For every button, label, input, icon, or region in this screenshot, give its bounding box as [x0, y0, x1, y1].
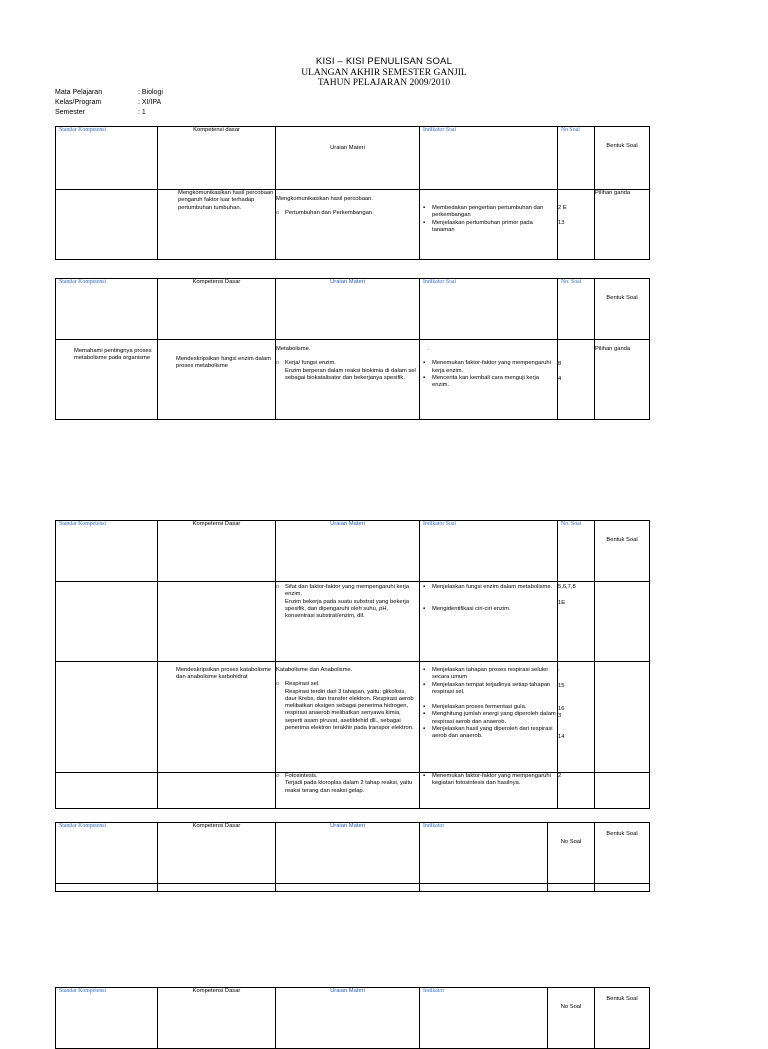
- header-no-soal: No. Soal: [558, 521, 595, 582]
- header-indikator: Indikator: [420, 988, 548, 1049]
- um-sub-text: Enzim bekerja pada suatu substrat yang bekerja spesifik, dan dipengaruhi oleh suhu, pH, konsentrasi substrat/enzim, dll.: [285, 598, 410, 620]
- header-no-soal: No Soal: [558, 127, 595, 190]
- meta-label: Mata Pelajaran: [55, 89, 103, 96]
- meta-label: Semester: [55, 109, 85, 116]
- no-soal-value: 13: [558, 220, 565, 227]
- cell-sk: [56, 773, 158, 809]
- cell-bentuk: Pilihan ganda: [595, 190, 650, 260]
- header-kompetensi-dasar: Kompetensi Dasar: [158, 279, 276, 340]
- cell-sk: Memahami pentingnya proses metabolisme pada organisme: [56, 340, 158, 420]
- cell-um: [276, 773, 420, 809]
- cell-indikator: [420, 340, 558, 420]
- header-kompetensi-dasar: Kompetensi Dasar: [158, 823, 276, 884]
- kisi-table-4: [55, 822, 650, 892]
- indikator-item: ▪ Menjelaskan tahapan proses respirasi seluler secara umum: [432, 667, 557, 682]
- indikator-item: ▪ Membedakan pengertian pertumbuhan dan perkembangan: [432, 205, 557, 220]
- cell-empty: [56, 884, 158, 892]
- document-subtitle: ULANGAN AKHIR SEMESTER GANJIL: [301, 68, 467, 78]
- no-soal-value: 8: [558, 361, 562, 367]
- no-soal-value: 5,6,7,8: [558, 584, 576, 590]
- cell-bentuk: [595, 662, 650, 773]
- header-bentuk-soal: Bentuk Soal: [595, 279, 650, 340]
- um-main: Mengkomunikasikan hasil percobaan.: [276, 196, 373, 202]
- cell-no-soal: [558, 582, 595, 662]
- kisi-table-2: [55, 278, 650, 420]
- cell-indikator: [420, 662, 558, 773]
- no-soal-value: 3: [558, 712, 562, 719]
- header-standar-kompetensi: Standar Kompetensi: [56, 988, 158, 1049]
- header-uraian-materi: Uraian Materi: [276, 521, 420, 582]
- meta-value: : Biologi: [138, 89, 163, 96]
- header-standar-kompetensi: Standar Kompetensi: [56, 521, 158, 582]
- no-soal-value: 16: [558, 705, 565, 712]
- header-bentuk-soal: Bentuk Soal: [595, 521, 650, 582]
- cell-bentuk: Pilihan ganda: [595, 340, 650, 420]
- um-sub-title: o Fotosintesis.: [276, 773, 419, 780]
- cell-sk: [56, 662, 158, 773]
- header-no-soal: No Soal: [548, 988, 595, 1049]
- um-sub-title: o Respirasi sel.: [276, 681, 419, 688]
- no-soal-value: 2: [558, 773, 562, 779]
- cell-indikator: [420, 190, 558, 260]
- cell-um: [276, 582, 420, 662]
- header-uraian-materi: Uraian Materi: [276, 127, 420, 190]
- header-uraian-materi: Uraian Materi: [276, 988, 420, 1049]
- cell-kd: Mengkomunikasikan hasil percobaan pengaruh faktor luar terhadap pertumbuhan tumbuhan.: [158, 190, 276, 260]
- cell-empty: [158, 884, 276, 892]
- um-sub-title: o Sifat dan faktor-faktor yang mempengaruhi kerja enzim.: [276, 584, 419, 599]
- um-sub: o Pertumbuhan dan Perkembangan: [276, 210, 419, 217]
- indikator-item: ▪ Mencerita kan kembali cara menguji kerja enzim.: [432, 375, 557, 390]
- kisi-table-5: [55, 987, 650, 1049]
- cell-empty: [420, 884, 548, 892]
- indikator-item: ▪ Menjelaskan tempat terjadinya setiap tahapan respirasi sel.: [432, 682, 557, 697]
- document-year: TAHUN PELAJARAN 2009/2010: [317, 78, 451, 88]
- um-sub-text: Respirasi terdiri dari 3 tahapan, yaitu: glikolisis, daur Krebs, dan transfer elektron. Respirasi aerob melibatkan oksigen sebagai penerima hidrogen, respirasi anaerob melibatkan senyawa kimia, seperti asam piruvat, asetildehid dll., sebagai penerima elektron terakhir pada transpor elektron.: [285, 688, 414, 732]
- header-standar-kompetensi: Standar Kompetensi: [56, 823, 158, 884]
- cell-bentuk: [595, 582, 650, 662]
- header-bentuk-soal: Bentuk Soal: [595, 988, 650, 1049]
- header-uraian-materi: Uraian Materi: [276, 823, 420, 884]
- indikator-item: ▪ Mengidentifikasi ciri-ciri enzim.: [432, 606, 557, 613]
- header-indikator: Indikator: [420, 823, 548, 884]
- meta-label: Kelas/Program: [55, 99, 102, 106]
- meta-value: : XI/IPA: [138, 99, 162, 106]
- no-soal-value: 14: [558, 734, 565, 741]
- cell-no-soal: [558, 773, 595, 809]
- header-bentuk-soal: Bentuk Soal: [595, 823, 650, 884]
- cell-indikator: [420, 582, 558, 662]
- meta-info: [55, 88, 163, 118]
- cell-kd: Mendeskripsikan proses katabolisme dan anabolisme karbohidrat: [158, 662, 276, 773]
- header-indikator: Indikator Soal: [420, 521, 558, 582]
- kisi-table-3: [55, 520, 650, 809]
- cell-empty: [548, 884, 595, 892]
- um-sub-text: Enzim berperan dalam reaksi biokimia di dalam sel sebagai biokatalisator dan bekerjanya spesifik.: [285, 367, 416, 381]
- indikator-item: ▪ Menghitung jumlah energi yang diperoleh dalam respirasi aerob dan anaerob.: [432, 711, 557, 726]
- indikator-item: ▪ Menemukan faktor-faktor yang mempengaruhi kegiatan fotosintesis dan hasilnya.: [432, 773, 557, 788]
- indikator-item: ▪ Menjelaskan proses fermentasi gula.: [432, 704, 557, 711]
- cell-kd: [158, 582, 276, 662]
- header-no-soal: No. Soal: [558, 279, 595, 340]
- no-soal-value: 15: [558, 683, 565, 690]
- no-soal-value: 4: [558, 376, 562, 383]
- header-indikator: Indikator Soal: [420, 127, 558, 190]
- header-bentuk-soal: Bentuk Soal: [595, 127, 650, 190]
- cell-um: [276, 340, 420, 420]
- indikator-item: ▪ Menemukan faktor-faktor yang mempengaruhi kerja enzim.: [432, 360, 557, 375]
- cell-sk: [56, 582, 158, 662]
- no-soal-value: 1E: [558, 600, 566, 607]
- document-title: KISI – KISI PENULISAN SOAL: [315, 56, 453, 67]
- cell-no-soal: [558, 190, 595, 260]
- cell-bentuk: [595, 773, 650, 809]
- cell-no-soal: [558, 340, 595, 420]
- meta-value: : 1: [138, 109, 146, 116]
- header-standar-kompetensi: Standar Kompetensi: [56, 127, 158, 190]
- header-uraian-materi: Uraian Materi: [276, 279, 420, 340]
- cell-kd: [158, 773, 276, 809]
- no-soal-value: 2 E: [558, 205, 567, 211]
- indikator-item: ▪ Menjelaskan pertumbuhan primer pada tanaman: [432, 220, 557, 235]
- cell-um: [276, 662, 420, 773]
- cell-no-soal: [558, 662, 595, 773]
- um-sub-title: o Kerja/ fungsi enzim.: [276, 360, 419, 367]
- cell-empty: [276, 884, 420, 892]
- um-sub-text: Terjadi pada kloroplas dalam 2 tahap reaksi, yaitu reaksi terang dan reaksi gelap.: [285, 780, 413, 794]
- cell-kd: Mendeskripsikan fungsi enzim dalam proses metabolisme: [158, 340, 276, 420]
- cell-empty: [595, 884, 650, 892]
- cell-um: [276, 190, 420, 260]
- kisi-table-1: [55, 126, 650, 260]
- indikator-item: ▪ Menjelaskan fungsi enzim dalam metabolisme.: [432, 584, 557, 591]
- cell-sk: [56, 190, 158, 260]
- header-indikator: Indikator Soal: [420, 279, 558, 340]
- um-main: Katabolisme dan Anabolisme.: [276, 667, 353, 673]
- header-kompetensi-dasar: Kompetensi Dasar: [158, 988, 276, 1049]
- um-main: Metabolisme.: [276, 346, 311, 352]
- indikator-dot: .: [428, 346, 430, 352]
- header-kompetensi-dasar: Kompetensi dasar: [158, 127, 276, 190]
- no-soal-value: ,: [558, 666, 560, 672]
- cell-indikator: [420, 773, 558, 809]
- header-standar-kompetensi: Standar Kompetensi: [56, 279, 158, 340]
- indikator-item: ▪ Menjelaskan hasil yang diperoleh dari respirasi aerob dan anaerob.: [432, 726, 557, 741]
- header-no-soal: No Soal: [548, 823, 595, 884]
- header-kompetensi-dasar: Kompetensi Dasar: [158, 521, 276, 582]
